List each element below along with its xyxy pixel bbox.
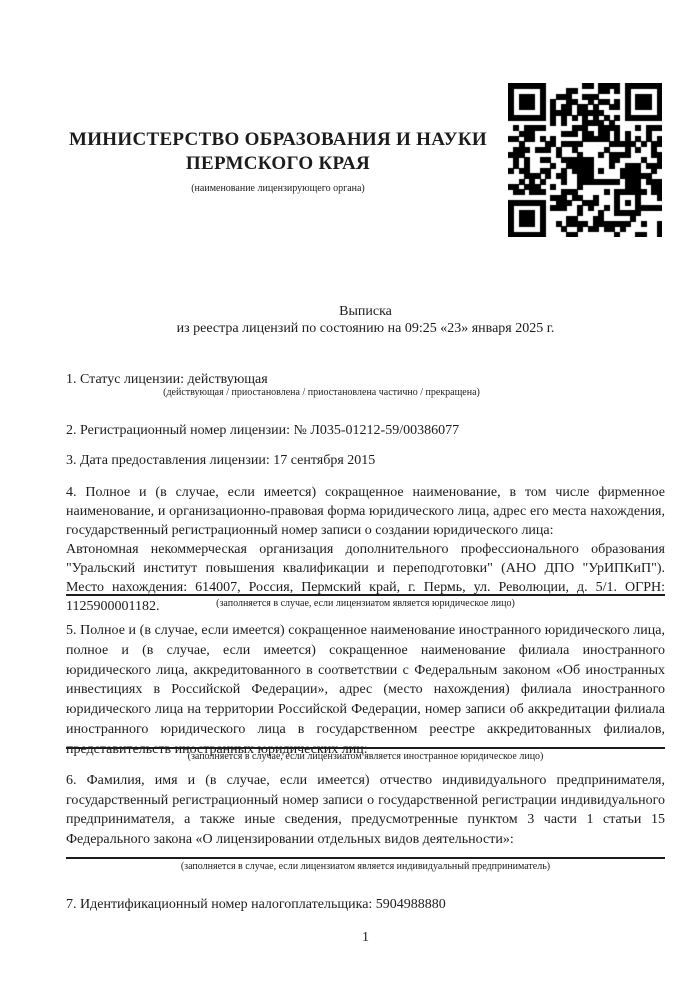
taxpayer-id: 7. Идентификационный номер налогоплательщика: 5904988880 — [66, 897, 446, 912]
document-title-line1: Выписка — [339, 304, 392, 319]
registration-number: 2. Регистрационный номер лицензии: № Л035-01212-59/00386077 — [66, 423, 460, 438]
separator-line-entrepreneur — [66, 857, 665, 859]
separator-line-foreign-entity — [66, 747, 665, 749]
foreign-entity-section — [66, 621, 665, 760]
qr-code — [508, 83, 662, 237]
ministry-name-line1: МИНИСТЕРСТВО ОБРАЗОВАНИЯ И НАУКИ — [68, 129, 488, 150]
foreign-entity-text: 5. Полное и (в случае, если имеется) сокращенное наименование иностранного юридического лица, полное и (в случае, если имеется) сокращенное наименование филиала иностранного юридического лица, аккредитованного в соответствии с Федеральным законом «Об иностранных инвестициях в Российской Федерации», адрес (место нахождения) филиала иностранного юридического лица на территории Российской Федерации, номер записи об аккредитации филиала иностранного юридического лица в государственном реестре аккредитованных филиалов, представительств иностранных юридических лиц: — [66, 623, 665, 757]
licensing-authority-block — [66, 128, 490, 195]
ministry-name-line2: ПЕРМСКОГО КРАЯ — [185, 153, 371, 174]
license-status-caption: (действующая / приостановлена / приостановлена частично / прекращена) — [163, 387, 480, 398]
foreign-entity-caption: (заполняется в случае, если лицензиатом является иностранное юридическое лицо) — [187, 751, 544, 762]
document-title-line2: из реестра лицензий по состоянию на 09:25 «23» января 2025 г. — [176, 321, 555, 336]
ministry-caption: (наименование лицензирующего органа) — [191, 183, 365, 194]
entrepreneur-text: 6. Фамилия, имя и (в случае, если имеется) отчество индивидуального предпринимателя, государственный регистрационный номер записи о государственной регистрации индивидуального предпринимателя, а также иные сведения, предусмотренные пунктом 3 части 1 статьи 15 Федерального закона «О лицензировании отдельных видов деятельности»: — [66, 773, 665, 847]
legal-entity-intro: 4. Полное и (в случае, если имеется) сокращенное наименование, в том числе фирменное наименование, и организационно-правовая форма юридического лица, адрес его места нахождения, государственный регистрационный номер записи о создании юридического лица: — [66, 485, 665, 538]
legal-entity-value: Автономная некоммерческая организация дополнительного профессионального образования "Уральский институт повышения квалификации и переподготовки" (АНО ДПО "УрИПКиП"). Место нахождения: 614007, Россия, Пермский край, г. Пермь, ул. Революции, д. 5/1. ОГРН: 1125900001182. — [66, 542, 665, 614]
legal-entity-caption: (заполняется в случае, если лицензиатом является юридическое лицо) — [216, 598, 515, 609]
license-status: 1. Статус лицензии: действующая — [66, 372, 268, 387]
legal-entity-section — [66, 483, 665, 616]
page-number: 1 — [362, 930, 369, 945]
entrepreneur-caption: (заполняется в случае, если лицензиатом является индивидуальный предприниматель) — [180, 861, 551, 872]
license-grant-date: 3. Дата предоставления лицензии: 17 сентября 2015 — [66, 453, 376, 468]
entrepreneur-section — [66, 771, 665, 849]
document-title — [66, 303, 665, 337]
separator-line-legal-entity — [66, 594, 665, 596]
